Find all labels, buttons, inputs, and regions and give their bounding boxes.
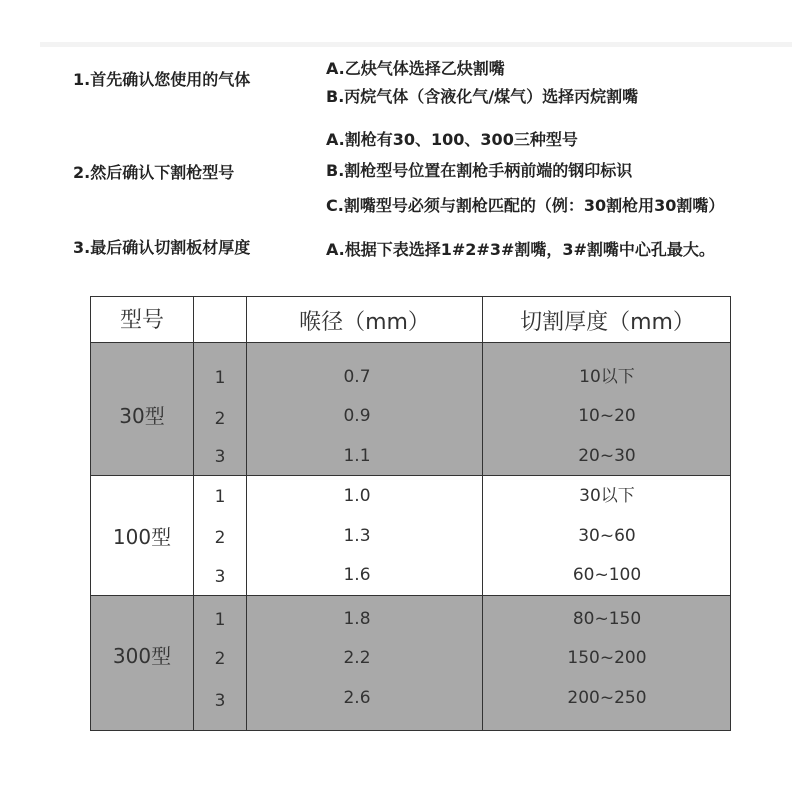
thickness-value: 80~150 [572,609,642,629]
step-2-note-b: B.割枪型号位置在割枪手柄前端的钢印标识 [326,161,633,180]
thickness-value: 30以下 [579,486,635,506]
tip-number: 3 [214,691,226,711]
throat-value: 0.7 [343,367,371,387]
model-100: 100型 [112,525,172,549]
thickness-value: 10~20 [578,406,636,426]
header-divider [91,342,730,343]
step-2-label: 2.然后确认下割枪型号 [73,163,235,182]
col-divider-3 [482,297,483,730]
thickness-value: 200~250 [567,688,647,708]
cutting-tip-spec-table [90,296,731,731]
tip-number: 3 [214,447,226,467]
group-divider-2 [91,595,730,596]
throat-value: 0.9 [343,406,371,426]
throat-value: 2.6 [343,688,371,708]
throat-value: 2.2 [343,648,371,668]
thickness-value: 60~100 [572,565,642,585]
tip-number: 1 [214,368,226,388]
thickness-value: 150~200 [567,648,647,668]
top-divider [40,42,792,47]
tip-number: 1 [214,610,226,630]
header-model: 型号 [119,308,164,333]
throat-value: 1.6 [343,565,371,585]
throat-value: 1.1 [343,446,371,466]
header-throat-diameter: 喉径（mm） [299,310,430,335]
thickness-value: 20~30 [578,446,636,466]
tip-number: 1 [214,487,226,507]
thickness-value: 30~60 [578,526,636,546]
header-cutting-thickness: 切割厚度（mm） [520,310,695,335]
step-1-note-a: A.乙炔气体选择乙炔割嘴 [326,59,505,78]
thickness-value: 10以下 [579,367,635,387]
tip-number: 2 [214,528,226,548]
step-1-label: 1.首先确认您使用的气体 [73,70,251,89]
model-30: 30型 [119,404,165,428]
step-3-label: 3.最后确认切割板材厚度 [73,238,251,257]
step-3-note-a: A.根据下表选择1#2#3#割嘴，3#割嘴中心孔最大。 [326,240,715,259]
step-2-note-a: A.割枪有30、100、300三种型号 [326,130,578,149]
tip-number: 2 [214,409,226,429]
tip-number: 3 [214,567,226,587]
step-1-note-b: B.丙烷气体（含液化气/煤气）选择丙烷割嘴 [326,87,639,106]
throat-value: 1.8 [343,609,371,629]
throat-value: 1.3 [343,526,371,546]
throat-value: 1.0 [343,486,371,506]
model-300: 300型 [112,644,172,668]
step-2-note-c: C.割嘴型号必须与割枪匹配的（例：30割枪用30割嘴） [326,196,725,215]
tip-number: 2 [214,649,226,669]
group-divider-1 [91,475,730,476]
